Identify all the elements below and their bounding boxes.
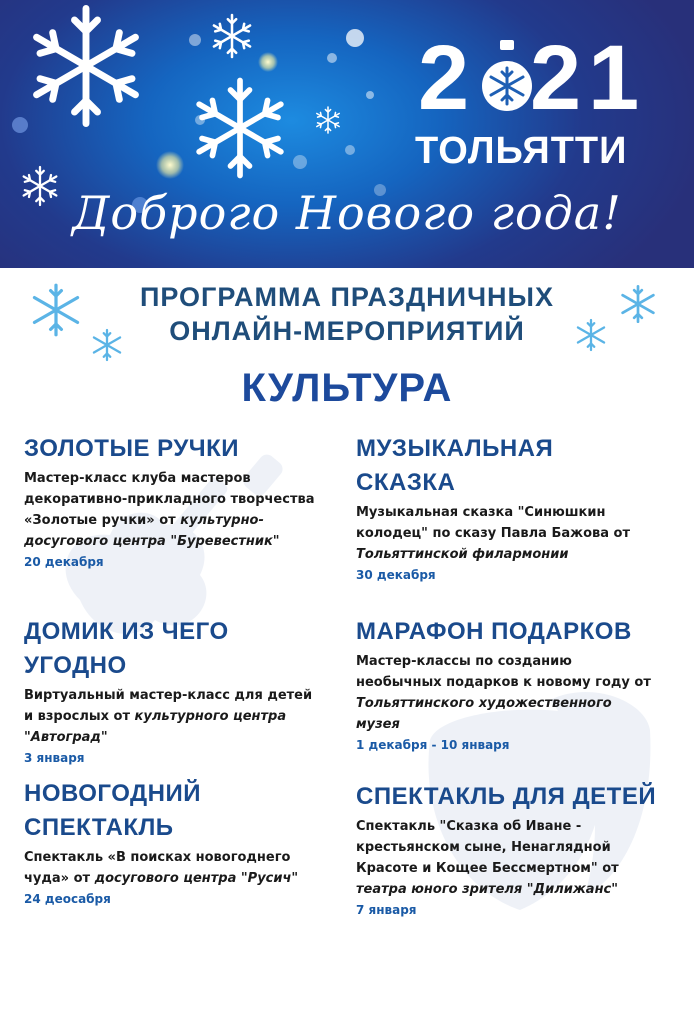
event-date: 1 декабря - 10 января xyxy=(356,738,510,752)
event-card xyxy=(356,432,656,585)
event-description xyxy=(356,502,656,565)
event-title-line: СКАЗКА xyxy=(356,469,456,496)
event-desc-organizer: культурного центра "Автоград" xyxy=(24,709,287,745)
event-title-line: НОВОГОДНИЙ xyxy=(24,780,201,807)
event-title xyxy=(24,777,324,845)
event-desc-organizer: досугового центра "Русич" xyxy=(94,871,299,886)
event-desc-organizer: культурно-досугового центра "Буревестник" xyxy=(24,513,280,549)
event-desc-text: Мастер-классы по созданию необычных подарков к новому году от xyxy=(356,654,651,690)
event-title xyxy=(356,432,656,500)
event-card xyxy=(356,780,668,920)
event-title-line: ЗОЛОТЫЕ РУЧКИ xyxy=(24,435,240,462)
event-title xyxy=(356,615,656,649)
event-desc-organizer: театра юного зрителя "Дилижанс" xyxy=(356,882,619,897)
event-card xyxy=(24,615,324,768)
section-heading: КУЛЬТУРА xyxy=(241,366,453,410)
snowflake-icon xyxy=(199,81,281,176)
event-description xyxy=(24,468,344,552)
year-digit: 2 xyxy=(530,27,580,129)
event-title-line: УГОДНО xyxy=(24,652,127,679)
snowflake-icon xyxy=(28,282,84,338)
snowflake-icon xyxy=(37,9,136,124)
event-title-line: СПЕКТАКЛЬ xyxy=(24,814,174,841)
event-date: 30 декабря xyxy=(356,568,436,582)
event-desc-text: Виртуальный мастер-класс для детей и взрослых от xyxy=(24,688,313,724)
city-name: ТОЛЬЯТТИ xyxy=(415,130,628,172)
event-title-line: СПЕКТАКЛЬ ДЛЯ ДЕТЕЙ xyxy=(356,783,657,810)
event-desc-organizer: Тольяттинского художественного музея xyxy=(356,696,612,732)
year-digit: 2 xyxy=(418,27,468,129)
event-title-line: МУЗЫКАЛЬНАЯ xyxy=(356,435,554,462)
event-description xyxy=(24,847,324,889)
event-description xyxy=(356,816,668,900)
event-desc-text: Спектакль "Сказка об Иване - крестьянском сыне, Ненаглядной Красоте и Кощее Бессмертном" от xyxy=(356,819,619,876)
program-title xyxy=(110,280,584,348)
event-description xyxy=(356,651,656,735)
event-title-line: МАРАФОН ПОДАРКОВ xyxy=(356,618,632,645)
event-desc-text: Мастер-класс клуба мастеров декоративно-прикладного творчества «Золотые ручки» от xyxy=(24,471,315,528)
event-description xyxy=(24,685,324,748)
event-card xyxy=(24,777,324,909)
event-date: 3 января xyxy=(24,751,85,765)
header-banner xyxy=(0,0,694,268)
year-2021 xyxy=(418,28,648,128)
event-card xyxy=(24,432,344,572)
event-desc-text: Музыкальная сказка "Синюшкин колодец" по сказу Павла Бажова от xyxy=(356,505,630,541)
event-desc-organizer: Тольяттинской филармонии xyxy=(356,547,569,562)
event-title xyxy=(24,432,344,466)
ornament-icon xyxy=(482,40,532,116)
program-title-line: ПРОГРАММА ПРАЗДНИЧНЫХ xyxy=(140,282,554,312)
event-title xyxy=(356,780,668,814)
snowflake-icon xyxy=(24,167,57,205)
event-card xyxy=(356,615,656,755)
program-title-line: ОНЛАЙН-МЕРОПРИЯТИЙ xyxy=(169,316,525,346)
snowflake-icon xyxy=(317,107,339,133)
event-date: 7 января xyxy=(356,903,417,917)
snowflake-icon xyxy=(618,284,658,324)
year-digit: 1 xyxy=(588,27,638,129)
event-date: 20 декабря xyxy=(24,555,104,569)
greeting-text: Доброго Нового года! xyxy=(72,186,622,240)
event-desc-text: Спектакль «В поисках новогоднего чуда» от xyxy=(24,850,291,886)
snowflake-icon xyxy=(214,15,250,57)
event-title-line: ДОМИК ИЗ ЧЕГО xyxy=(24,618,229,645)
event-date: 24 деосабря xyxy=(24,892,111,906)
event-title xyxy=(24,615,324,683)
